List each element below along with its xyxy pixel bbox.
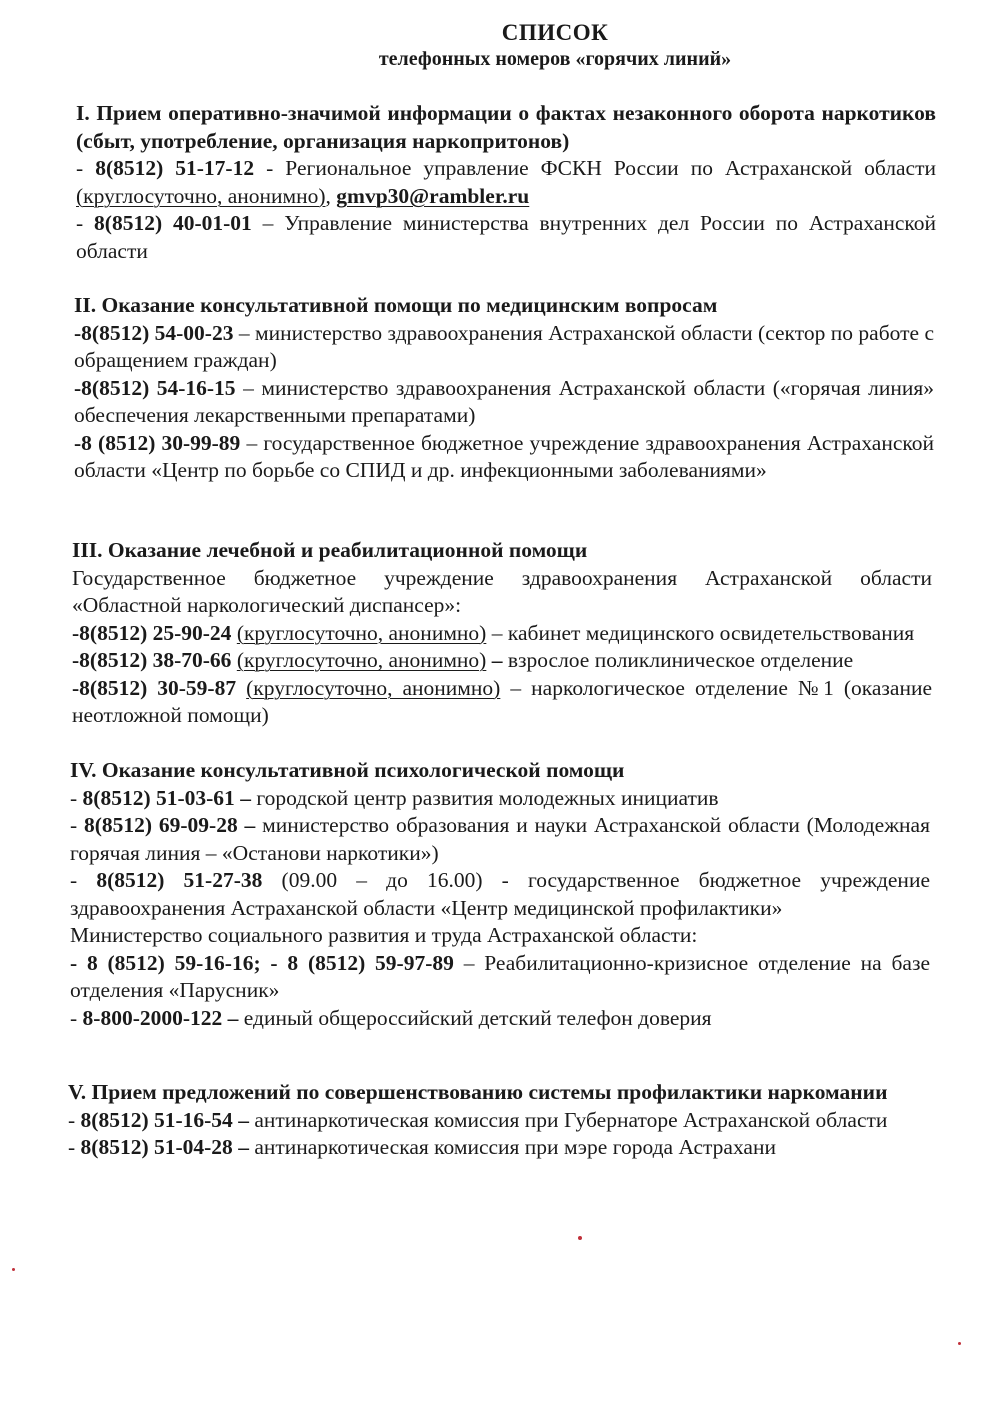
entry-prefix: - (76, 211, 95, 235)
entry-prefix: - (76, 156, 96, 180)
document-subtitle: телефонных номеров «горячих линий» (378, 48, 732, 70)
entry-youth-center (70, 785, 930, 813)
entry-dash: – (240, 430, 264, 455)
section-5-heading: V. Прием предложений по совершенствованию системы профилактики наркомании (68, 1080, 888, 1104)
entry-governor-commission (68, 1107, 930, 1135)
scan-speck (12, 1268, 15, 1271)
entry-prefix: - (68, 1135, 81, 1159)
entry-prefix: - (70, 868, 97, 892)
entry-text: взрослое поликлиническое отделение (507, 648, 854, 672)
entry-text: наркологическое отделение №1 (оказание неотложной помощи) (72, 675, 933, 727)
entry-text: министерство образования и науки Астраханской области (Молодежная горячая линия – «Останови наркотики») (70, 813, 930, 865)
entry-prevention-center (70, 867, 930, 922)
phone-number: -8(8512) 54-16-15 (74, 375, 236, 400)
phone-number: 8(8512) 51-16-54 (80, 1107, 233, 1132)
section-3 (72, 537, 932, 730)
section-2 (74, 292, 934, 485)
phone-number: 8(8512) 51-04-28 (80, 1135, 233, 1159)
phone-number: 8(8512) 40-01-01 (94, 211, 252, 235)
entry-prefix: - (70, 1005, 83, 1030)
entry-ministry-education (70, 812, 930, 867)
entry-adult-clinic (72, 647, 932, 675)
entry-prefix: - (70, 813, 84, 837)
entry-separator: , (325, 183, 337, 208)
entry-text: единый общероссийский детский телефон доверия (243, 1005, 712, 1030)
entry-dash: – (222, 1005, 244, 1030)
entry-dash: – (453, 950, 485, 975)
entry-narco-dept (72, 675, 932, 730)
phone-number: 8(8512) 51-03-61 (82, 785, 235, 810)
entry-mvd (76, 210, 936, 265)
entry-dash: – (237, 813, 263, 837)
section-1 (76, 100, 936, 265)
section-5 (68, 1079, 930, 1162)
entry-prefix: - (70, 785, 83, 810)
section-4-heading: IV. Оказание консультативной психологической помощи (70, 758, 625, 782)
hours-note: (круглосуточно, анонимно) (236, 648, 487, 672)
entry-dash: – (486, 620, 508, 645)
entry-med-exam (72, 620, 932, 648)
section-3-intro: Государственное бюджетное учреждение здравоохранения Астраханской области «Областной наркологический диспансер»: (72, 565, 932, 617)
entry-text: министерство здравоохранения Астраханской области («горячая линия» обеспечения лекарственными препаратами) (74, 375, 934, 427)
entry-dash: – (486, 648, 508, 672)
phone-number: -8(8512) 30-59-87 (72, 675, 237, 700)
hours-note: (круглосуточно, анонимно) (246, 675, 501, 700)
entry-dash: – (500, 675, 532, 700)
entry-text: кабинет медицинского освидетельствования (507, 620, 915, 645)
entry-text: государственное бюджетное учреждение здравоохранения Астраханской области «Центр по борьбе со СПИД и др. инфекционными заболеваниями» (74, 430, 934, 482)
entry-dash: – (235, 375, 262, 400)
entry-text: (09.00 – до 16.00) - государственное бюджетное учреждение здравоохранения Астраханской области «Центр медицинской профилактики» (70, 868, 930, 920)
section-2-heading: II. Оказание консультативной помощи по медицинским вопросам (74, 293, 718, 317)
section-1-heading: I. Прием оперативно-значимой информации о фактах незаконного оборота наркотиков (сбыт, употребление, организация наркопритонов) (76, 101, 936, 153)
phone-number: 8(8512) 69-09-28 (83, 813, 238, 837)
scan-speck (958, 1342, 961, 1345)
entry-text: городской центр развития молодежных инициатив (256, 785, 719, 810)
phone-number: 8(8512) 51-17-12 (95, 156, 255, 180)
phone-number: 8-800-2000-122 (82, 1005, 223, 1030)
phone-number: -8(8512) 38-70-66 (72, 648, 232, 672)
entry-mayor-commission (68, 1134, 930, 1162)
entry-dash: – (251, 211, 285, 235)
entry-text: министерство здравоохранения Астраханской области (сектор по работе с обращением граждан) (74, 320, 934, 372)
entry-dash: – (232, 1107, 255, 1132)
phone-number: -8(8512) 54-00-23 (74, 320, 234, 345)
entry-prefix: - (68, 1107, 81, 1132)
entry-minzdrav-sector (74, 320, 934, 375)
entry-text: Реабилитационно-кризисное отделение на базе отделения «Парусник» (70, 950, 931, 1002)
entry-text: антинаркотическая комиссия при мэре города Астрахани (254, 1135, 776, 1159)
entry-minzdrav-hotline (74, 375, 934, 430)
entry-space (236, 676, 246, 700)
ministry-social-label: Министерство социального развития и труда Астраханской области: (70, 923, 698, 947)
phone-number: -8(8512) 25-90-24 (72, 620, 232, 645)
phone-numbers: - 8 (8512) 59-16-16; - 8 (8512) 59-97-89 (70, 950, 454, 975)
entry-dash: – (234, 785, 257, 810)
entry-text: Управление министерства внутренних дел России по Астраханской области (76, 211, 936, 263)
entry-dash: – (232, 1135, 255, 1159)
email-address[interactable]: gmvp30@rambler.ru (336, 183, 530, 208)
phone-number: -8 (8512) 30-99-89 (74, 430, 241, 455)
entry-text: - Региональное управление ФСКН России по Астраханской области (254, 156, 936, 180)
document-title: СПИСОК (501, 20, 609, 45)
hours-note: (круглосуточно, анонимно) (236, 620, 487, 645)
scan-speck (578, 1236, 582, 1240)
entry-text: антинаркотическая комиссия при Губернаторе Астраханской области (254, 1107, 888, 1132)
entry-parusnik (70, 950, 930, 1005)
phone-number: 8(8512) 51-27-38 (96, 868, 263, 892)
section-3-heading: III. Оказание лечебной и реабилитационной помощи (72, 538, 588, 562)
hours-note: (круглосуточно, анонимно) (76, 183, 326, 208)
section-4 (70, 757, 930, 1032)
entry-fskn (76, 155, 936, 210)
entry-aids-center (74, 430, 934, 485)
entry-child-hotline (70, 1005, 930, 1033)
entry-dash: – (233, 320, 256, 345)
